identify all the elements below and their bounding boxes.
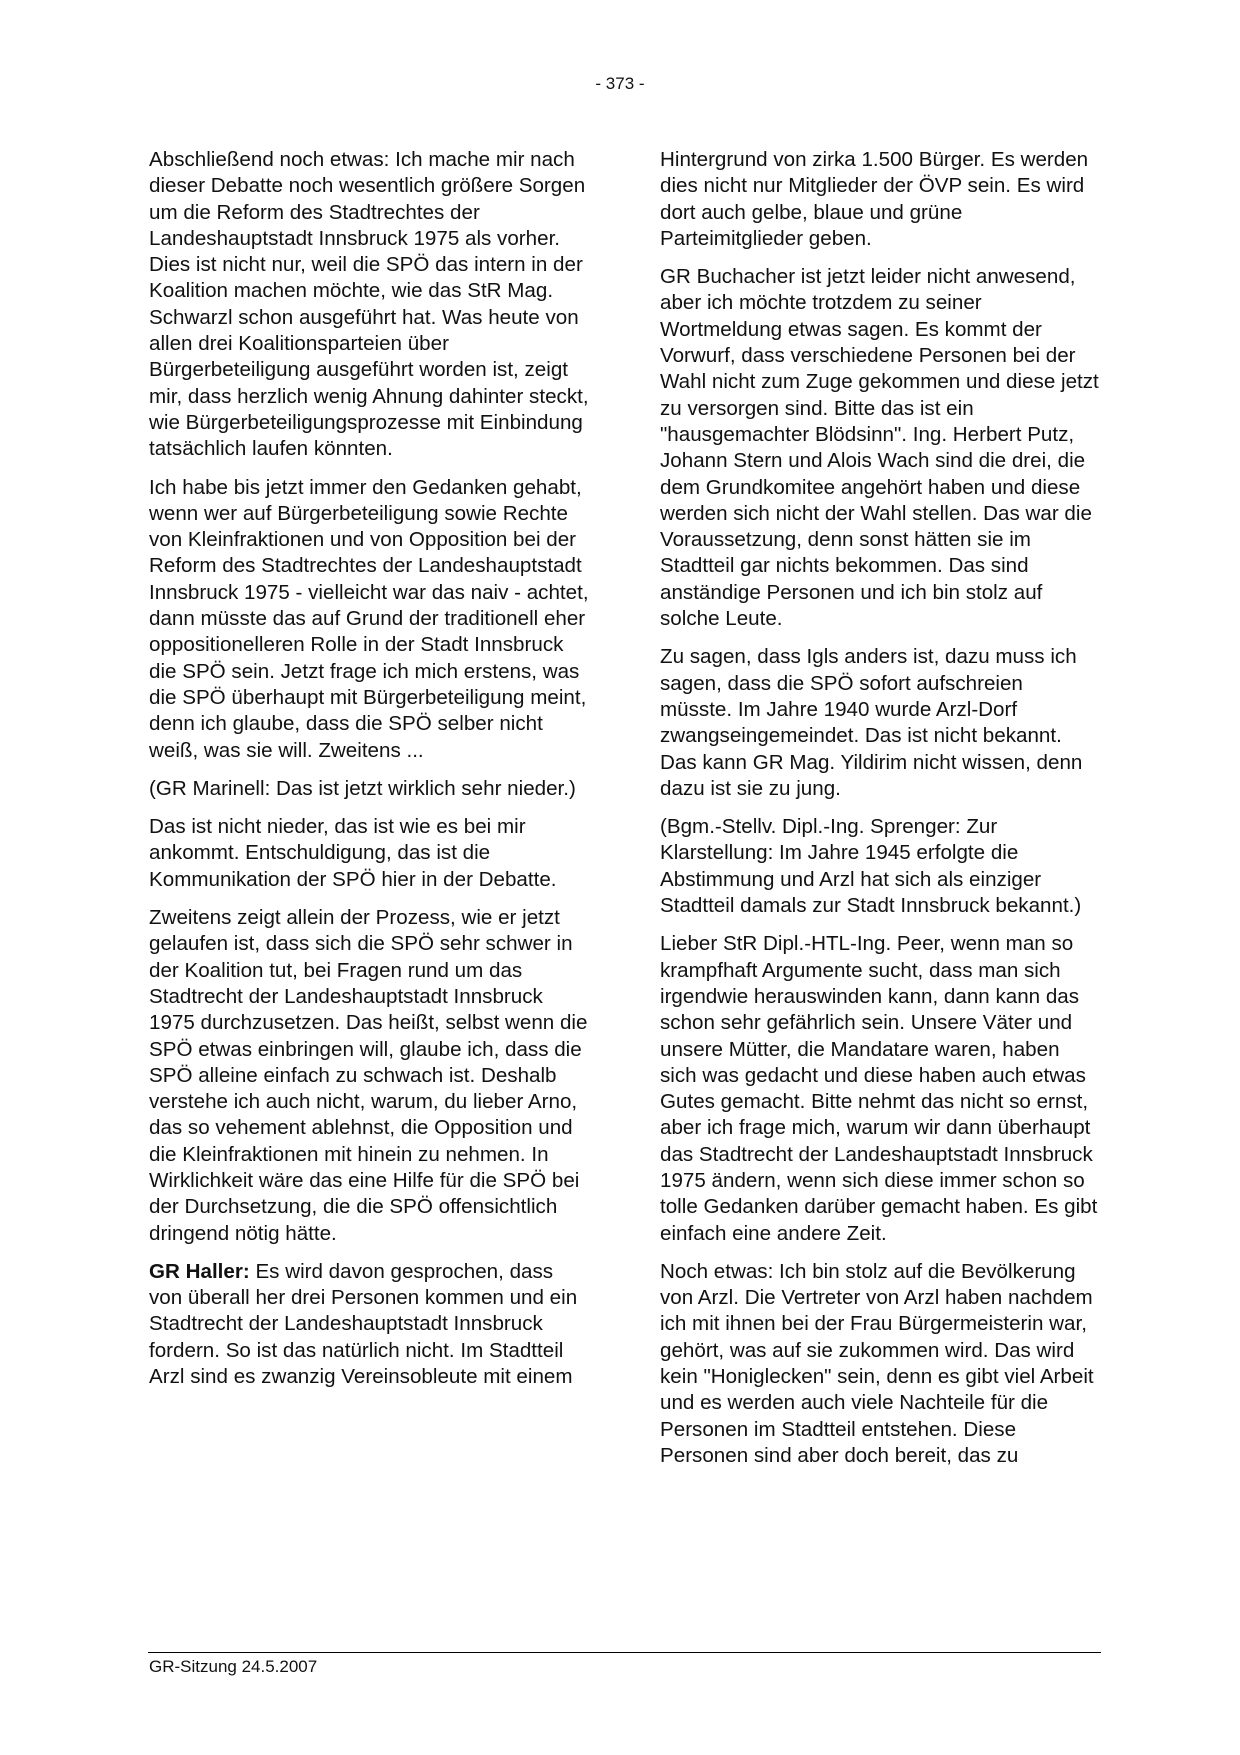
- paragraph: Zu sagen, dass Igls anders ist, dazu muss ich sagen, dass die SPÖ sofort aufschreien müsste. Im Jahre 1940 wurde Arzl-Dorf zwangseingemeindet. Das ist nicht bekannt. Das kann GR Mag. Yildirim nicht wissen, denn dazu ist sie zu jung.: [660, 645, 1083, 800]
- footer-session-date: GR-Sitzung 24.5.2007: [149, 1657, 318, 1676]
- page-number: - 373 -: [595, 74, 645, 93]
- left-column: [149, 147, 589, 1402]
- paragraph: Noch etwas: Ich bin stolz auf die Bevölkerung von Arzl. Die Vertreter von Arzl haben nachdem ich mit ihnen bei der Frau Bürgermeisterin war, gehört, was auf sie zukommen wird. Das wird kein "Honiglecken" sein, denn es gibt viel Arbeit und es werden auch viele Nachteile für die Personen im Stadtteil entstehen. Diese Personen sind aber doch bereit, das zu: [660, 1259, 1094, 1467]
- paragraph: Lieber StR Dipl.-HTL-Ing. Peer, wenn man so krampfhaft Argumente sucht, dass man sich irgendwie herauswinden kann, dann kann das schon sehr gefährlich sein. Unsere Väter und unsere Mütter, die Mandatare waren, haben sich was gedacht und diese haben auch etwas Gutes gemacht. Bitte nehmt das nicht so ernst, aber ich frage mich, warum wir dann überhaupt das Stadtrecht der Landeshauptstadt Innsbruck 1975 ändern, wenn sich diese immer schon so tolle Gedanken darüber gemacht haben. Es gibt einfach eine andere Zeit.: [660, 932, 1098, 1245]
- paragraph: GR Buchacher ist jetzt leider nicht anwesend, aber ich möchte trotzdem zu seiner Wortmeldung etwas sagen. Es kommt der Vorwurf, dass verschiedene Personen bei der Wahl nicht zum Zuge gekommen und diese jetzt zu versorgen sind. Bitte das ist ein "hausgemachter Blödsinn". Ing. Herbert Putz, Johann Stern und Alois Wach sind die drei, die dem Grundkomitee angehört haben und diese werden sich nicht der Wahl stellen. Das war die Voraussetzung, denn sonst hätten sie im Stadtteil gar nichts bekommen. Das sind anständige Personen und ich bin stolz auf solche Leute.: [660, 265, 1099, 631]
- paragraph: Hintergrund von zirka 1.500 Bürger. Es werden dies nicht nur Mitglieder der ÖVP sein. Es wird dort auch gelbe, blaue und grüne Parteimitglieder geben.: [660, 148, 1089, 250]
- speaker-paragraph: [149, 1259, 589, 1390]
- right-column: [660, 147, 1100, 1481]
- paragraph: Abschließend noch etwas: Ich mache mir nach dieser Debatte noch wesentlich größere Sorgen um die Reform des Stadtrechtes der Landeshauptstadt Innsbruck 1975 als vorher. Dies ist nicht nur, weil die SPÖ das intern in der Koalition machen möchte, wie das StR Mag. Schwarzl schon ausgeführt hat. Was heute von allen drei Koalitionsparteien über Bürgerbeteiligung ausgeführt worden ist, zeigt mir, dass herzlich wenig Ahnung dahinter steckt, wie Bürgerbeteiligungsprozesse mit Einbindung tatsächlich laufen könnten.: [149, 148, 589, 461]
- footer-divider: [148, 1652, 1101, 1653]
- paragraph: Zweitens zeigt allein der Prozess, wie er jetzt gelaufen ist, dass sich die SPÖ sehr schwer in der Koalition tut, bei Fragen rund um das Stadtrecht der Landeshauptstadt Innsbruck 1975 durchzusetzen. Das heißt, selbst wenn die SPÖ etwas einbringen will, glaube ich, dass die SPÖ alleine einfach zu schwach ist. Deshalb verstehe ich auch nicht, warum, du lieber Arno, das so vehement ablehnst, die Opposition und die Kleinfraktionen mit hinein zu nehmen. In Wirklichkeit wäre das eine Hilfe für die SPÖ bei der Durchsetzung, die die SPÖ offensichtlich dringend nötig hätte.: [149, 906, 588, 1245]
- paragraph: Ich habe bis jetzt immer den Gedanken gehabt, wenn wer auf Bürgerbeteiligung sowie Rechte von Kleinfraktionen und von Opposition bei der Reform des Stadtrechtes der Landeshauptstadt Innsbruck 1975 - vielleicht war das naiv - achtet, dann müsste das auf Grund der traditionell eher oppositionelleren Rolle in der Stadt Innsbruck die SPÖ sein. Jetzt frage ich mich erstens, was die SPÖ überhaupt mit Bürgerbeteiligung meint, denn ich glaube, dass die SPÖ selber nicht weiß, was sie will. Zweitens ...: [149, 475, 589, 762]
- speaker-name: GR Haller:: [149, 1259, 250, 1283]
- interjection: (Bgm.-Stellv. Dipl.-Ing. Sprenger: Zur Klarstellung: Im Jahre 1945 erfolgte die Abstimmung und Arzl hat sich als einziger Stadtteil damals zur Stadt Innsbruck bekannt.): [660, 815, 1082, 918]
- paragraph: Das ist nicht nieder, das ist wie es bei mir ankommt. Entschuldigung, das ist die Kommunikation der SPÖ hier in der Debatte.: [149, 815, 557, 891]
- speech-text: Es wird davon gesprochen, dass von überall her drei Personen kommen und ein Stadtrecht der Landeshauptstadt Innsbruck fordern. So ist das natürlich nicht. Im Stadtteil Arzl sind es zwanzig Vereinsobleute mit einem: [149, 1259, 578, 1389]
- interjection: (GR Marinell: Das ist jetzt wirklich sehr nieder.): [149, 776, 576, 800]
